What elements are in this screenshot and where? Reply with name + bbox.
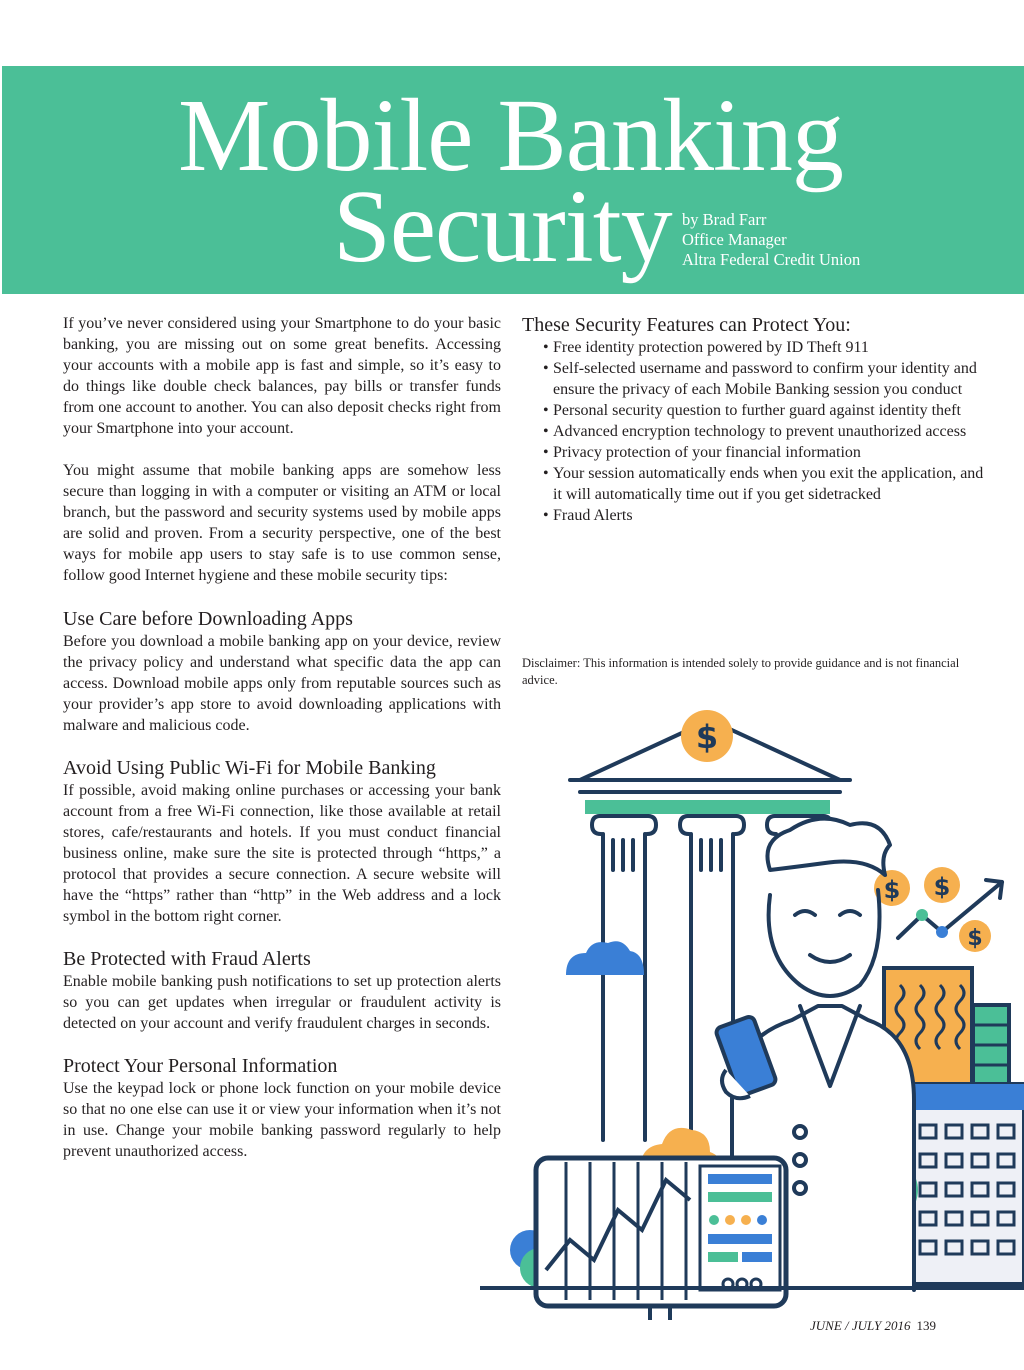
section-body: If possible, avoid making online purchases or accessing your bank account from a free Wi-Fi connection, like those available at retail stores, cafe/restaurants and hotels. If you must conduct financial business online, make sure the site is protected through “https,” a protocol that provides a secure connection. A secure website will have the “https” rather than “http” in the Web address and a lock symbol in the bottom right corner. [63,782,501,925]
svg-text:$: $ [933,873,951,901]
article-left-column [63,313,501,1182]
page-title-line-2: Security [333,169,672,284]
disclaimer: Disclaimer: This information is intended solely to provide guidance and is not financial advice. [522,656,960,687]
page-number: 139 [916,1318,936,1333]
page-title-line-1: Mobile Banking [178,78,843,193]
section-heading: Protect Your Personal Information [63,1055,338,1077]
tip-section [63,947,501,1034]
section-body: Use the keypad lock or phone lock function on your mobile device so that no one else can use it or view your information when it’s not in use. Change your mobile banking password regularly to help prevent unauthorized access. [63,1080,501,1160]
section-body: Before you download a mobile banking app on your device, review the privacy policy and understand what specific data the app can access. Download mobile apps only from reputable sources such as your provider’s app store to avoid downloading applications with malware and malicious code. [63,633,501,734]
feature-item: • Personal security question to further guard against identity theft [545,400,992,421]
smartphone-icon [715,1015,777,1098]
section-heading: Use Care before Downloading Apps [63,608,353,630]
intro-paragraph: You might assume that mobile banking apps are somehow less secure than logging in with a computer or visiting an ATM or local branch, but the password and security systems used by mobile apps are solid and proven. From a security perspective, one of the best ways for mobile app users to stay safe is to use common sense, follow good Internet hygiene and these mobile security tips: [63,462,501,584]
svg-text:$: $ [967,926,983,951]
features-column [522,313,992,526]
tip-section [63,607,501,736]
dollar-coin-icon [681,710,733,762]
section-heading: Avoid Using Public Wi-Fi for Mobile Banking [63,757,436,779]
byline-role: Office Manager [682,230,787,249]
feature-item: • Fraud Alerts [545,505,992,526]
svg-text:$: $ [695,718,719,756]
feature-item: • Privacy protection of your financial information [545,442,992,463]
tip-section [63,756,501,927]
monitor-icon [536,1158,786,1320]
banking-illustration [470,700,1024,1320]
byline [682,210,860,270]
issue-date: JUNE / JULY 2016 [810,1318,911,1333]
features-heading: These Security Features can Protect You: [522,314,851,336]
byline-author: by Brad Farr [682,210,767,229]
feature-item: • Free identity protection powered by ID Theft 911 [545,337,992,358]
features-list [522,337,992,526]
feature-item: • Advanced encryption technology to prevent unauthorized access [545,421,992,442]
tip-section [63,1054,501,1162]
page-footer [810,1318,936,1334]
svg-text:$: $ [883,876,901,904]
feature-item: • Your session automatically ends when you exit the application, and it will automatically time out if you get sidetracked [545,463,992,505]
intro-paragraph: If you’ve never considered using your Smartphone to do your basic banking, you are missing out on some great benefits. Accessing your accounts with a mobile app is fast and simple, so it’s easy to do things like double check balances, pay bills or transfer funds from one account to another. You can also deposit checks right from your Smartphone into your account. [63,315,501,437]
dollar-coin-icon [874,867,991,952]
byline-organization: Altra Federal Credit Union [682,250,861,269]
feature-item: • Self-selected username and password to confirm your identity and ensure the privacy of each Mobile Banking session you conduct [545,358,992,400]
section-heading: Be Protected with Fraud Alerts [63,948,311,970]
section-body: Enable mobile banking push notifications to set up protection alerts so you can get updates when irregular or fraudulent activity is detected on your account and verify fraudulent charges in seconds. [63,973,501,1032]
